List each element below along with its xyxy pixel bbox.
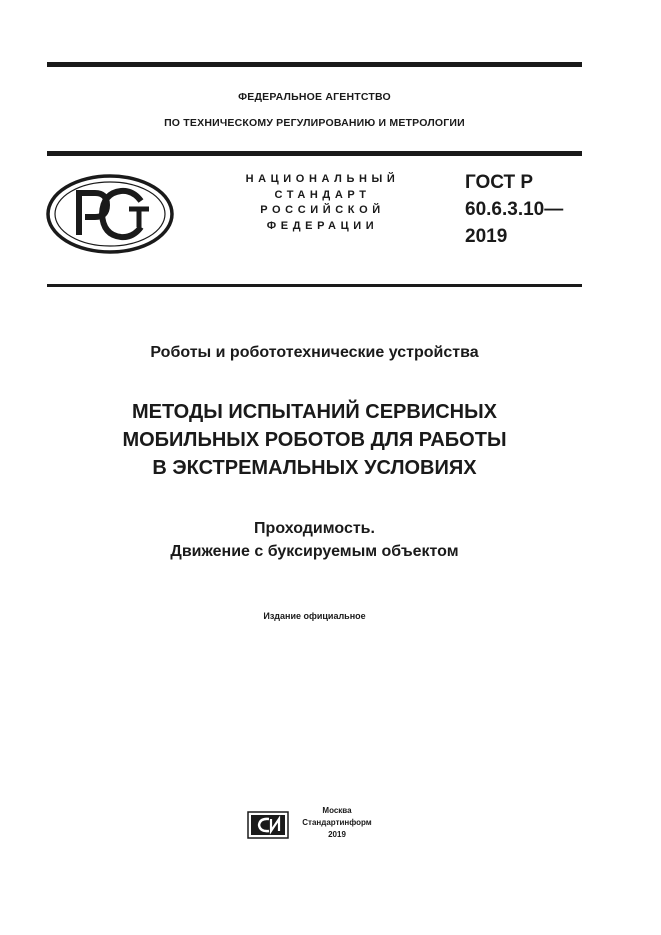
- publisher-city: Москва: [322, 806, 352, 815]
- document-title: [47, 398, 582, 482]
- title-line-3: В ЭКСТРЕМАЛЬНЫХ УСЛОВИЯХ: [152, 457, 477, 479]
- publisher-block: [294, 805, 380, 841]
- subtitle-line-2: Движение с буксируемым объектом: [170, 543, 459, 560]
- standartinform-logo-icon: [247, 811, 289, 839]
- agency-line-1: ФЕДЕРАЛЬНОЕ АГЕНТСТВО: [238, 91, 391, 103]
- national-standard-line-1: НАЦИОНАЛЬНЫЙ: [245, 173, 400, 185]
- designation-line-3: 2019: [465, 226, 508, 247]
- top-rule: [47, 62, 582, 67]
- national-standard-label: [205, 172, 440, 234]
- national-standard-line-2: СТАНДАРТ: [274, 188, 371, 201]
- title-line-1: МЕТОДЫ ИСПЫТАНИЙ СЕРВИСНЫХ: [131, 401, 498, 423]
- header-bottom-rule: [47, 284, 582, 287]
- agency-line-2: ПО ТЕХНИЧЕСКОМУ РЕГУЛИРОВАНИЮ И МЕТРОЛОГИИ: [164, 117, 465, 129]
- designation-line-1: ГОСТ Р: [465, 172, 534, 193]
- title-line-2: МОБИЛЬНЫХ РОБОТОВ ДЛЯ РАБОТЫ: [122, 429, 507, 451]
- edition-note: Издание официальное: [263, 611, 366, 621]
- national-standard-line-4: ФЕДЕРАЦИИ: [266, 219, 379, 232]
- subtitle-line-1: Проходимость.: [254, 520, 375, 537]
- rst-certification-mark-icon: [45, 173, 175, 255]
- header-rule: [47, 151, 582, 156]
- document-subtitle: [47, 517, 582, 563]
- designation-line-2: 60.6.3.10—: [465, 199, 564, 220]
- publisher-year: 2019: [328, 830, 346, 839]
- subject-heading: Роботы и робототехнические устройства: [150, 344, 479, 361]
- standard-designation: [465, 169, 563, 250]
- publisher-name: Стандартинформ: [302, 818, 372, 827]
- national-standard-line-3: РОССИЙСКОЙ: [260, 204, 385, 216]
